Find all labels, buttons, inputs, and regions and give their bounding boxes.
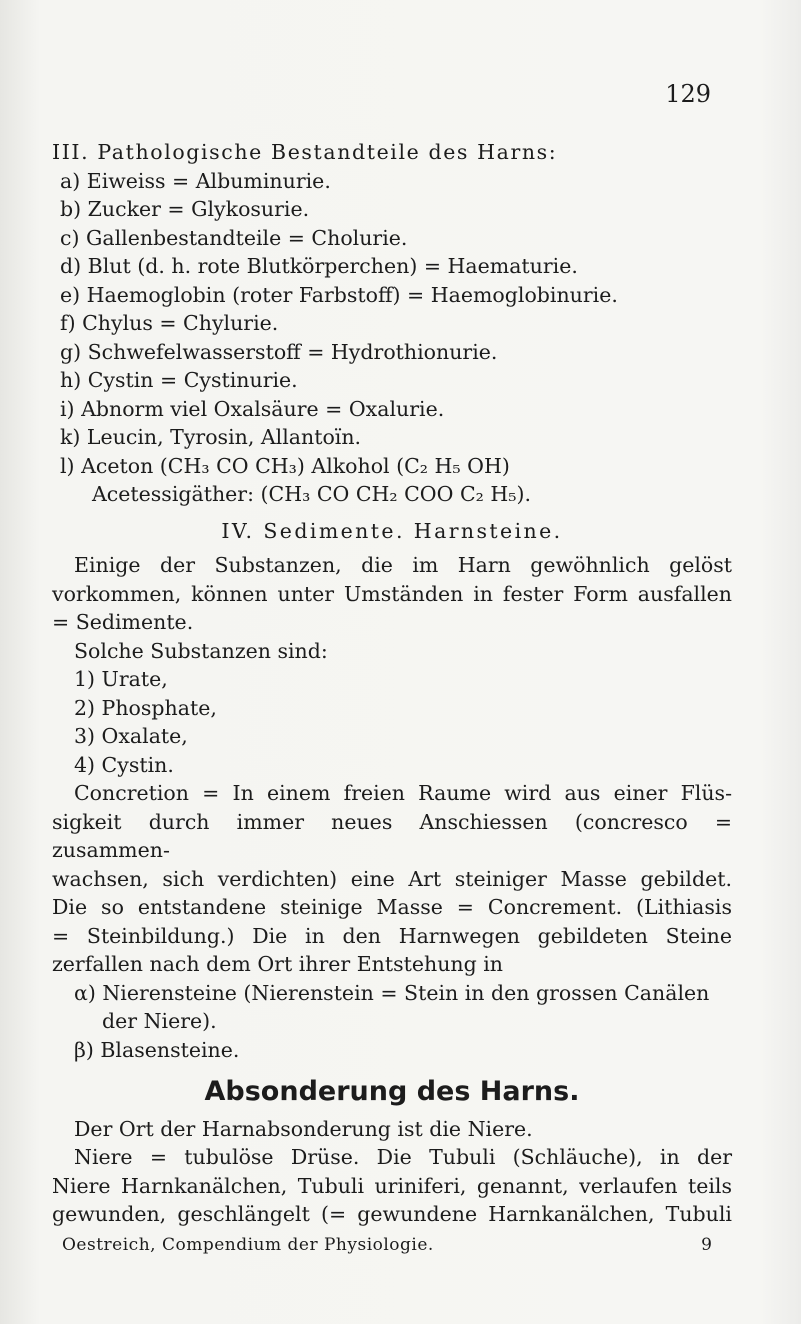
list-item: c) Gallenbestandteile = Cholurie.	[60, 225, 408, 250]
paragraph-line: zerfallen nach dem Ort ihrer Entstehung in	[52, 952, 504, 976]
list-item: 1) Urate,	[74, 667, 168, 691]
list-item: b) Zucker = Glykosurie.	[60, 197, 310, 221]
main-heading: Absonderung des Harns.	[204, 1076, 580, 1107]
paragraph-line: Einige der Substanzen, die im Harn gewöhnlich gelöst	[74, 553, 732, 577]
paragraph-line: Niere Harnkanälchen, Tubuli uriniferi, genannt, verlaufen teils	[52, 1173, 732, 1198]
paragraph-line: = Sedimente.	[52, 610, 194, 634]
list-item: β) Blasensteine.	[74, 1037, 240, 1062]
page-number: 129	[665, 80, 711, 108]
section-4-title: IV. Sedimente. Harnsteine.	[221, 518, 563, 543]
list-item: 2) Phosphate,	[74, 695, 217, 720]
list-item: h) Cystin = Cystinurie.	[60, 368, 298, 392]
list-item: e) Haemoglobin (roter Farbstoff) = Haemoglobinurie.	[60, 282, 618, 307]
paragraph-line: gewunden, geschlängelt (= gewundene Harnkanälchen, Tubuli	[52, 1202, 732, 1226]
paragraph-line: Niere = tubulöse Drüse. Die Tubuli (Schläuche), in der	[74, 1145, 732, 1169]
list-item-continuation: der Niere).	[102, 1009, 217, 1033]
page-footer	[52, 1231, 732, 1260]
paragraph-line: vorkommen, können unter Umständen in fester Form ausfallen	[52, 581, 732, 606]
signature-mark: 9	[701, 1234, 712, 1255]
list-item: 4) Cystin.	[74, 752, 174, 777]
paragraph-line: sigkeit durch immer neues Anschiessen (concresco = zusammen-	[52, 809, 732, 862]
paragraph-line: = Steinbildung.) Die in den Harnwegen gebildeten Steine	[52, 923, 732, 948]
list-item: f) Chylus = Chylurie.	[60, 311, 279, 335]
section-3-title: III. Pathologische Bestandteile des Harns:	[52, 140, 558, 164]
list-item: i) Abnorm viel Oxalsäure = Oxalurie.	[60, 396, 445, 421]
list-item: d) Blut (d. h. rote Blutkörperchen) = Haematurie.	[60, 254, 578, 278]
paragraph-line: wachsen, sich verdichten) eine Art steiniger Masse gebildet.	[52, 866, 732, 891]
footer-citation: Oestreich, Compendium der Physiologie.	[62, 1234, 434, 1255]
paragraph-line: Solche Substanzen sind:	[74, 638, 328, 663]
list-item-continuation: Acetessigäther: (CH₃ CO CH₂ COO C₂ H₅).	[92, 482, 531, 506]
paragraph-line: Concretion = In einem freien Raume wird aus einer Flüs-	[74, 781, 732, 805]
paragraph-line: Der Ort der Harnabsonderung ist die Niere.	[74, 1116, 533, 1141]
list-item: g) Schwefelwasserstoff = Hydrothionurie.	[60, 339, 498, 364]
list-item: l) Aceton (CH₃ CO CH₃) Alkohol (C₂ H₅ OH)	[60, 453, 510, 478]
list-item: a) Eiweiss = Albuminurie.	[60, 168, 331, 193]
page-body	[52, 138, 732, 1259]
list-item: k) Leucin, Tyrosin, Allantoïn.	[60, 425, 362, 449]
list-item: 3) Oxalate,	[74, 724, 188, 748]
list-item: α) Nierensteine (Nierenstein = Stein in den grossen Canälen	[74, 980, 710, 1005]
paragraph-line: Die so entstandene steinige Masse = Concrement. (Lithiasis	[52, 895, 732, 919]
